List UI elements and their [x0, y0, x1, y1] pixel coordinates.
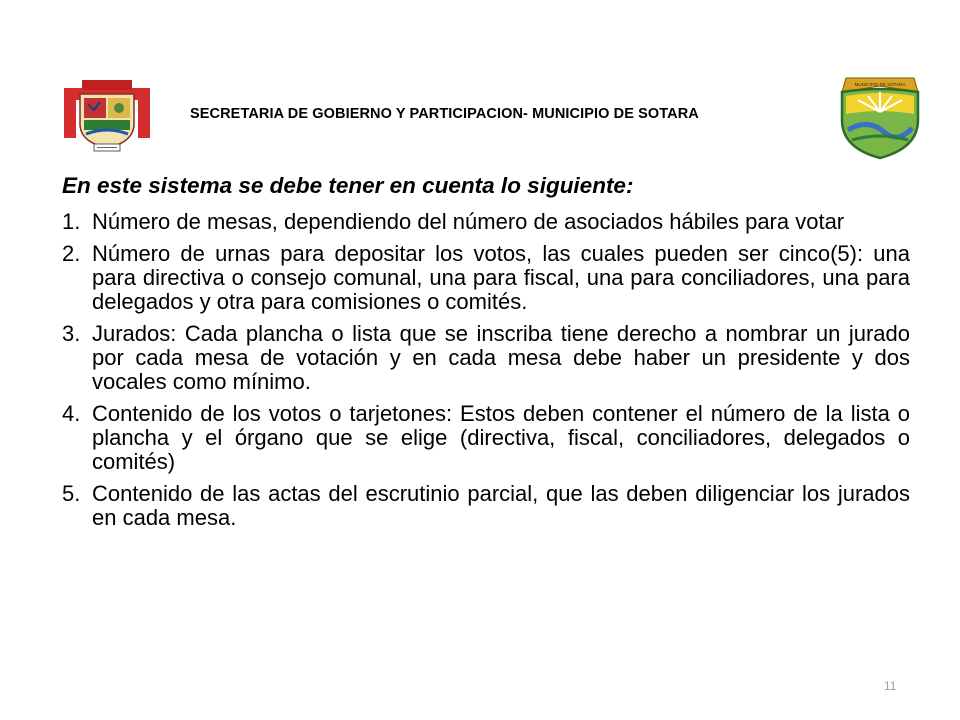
list-item-number: 5.	[62, 481, 81, 506]
list-item	[62, 402, 910, 474]
header-title: SECRETARIA DE GOBIERNO Y PARTICIPACION- MUNICIPIO DE SOTARA	[190, 106, 699, 122]
list-item-number: 4.	[62, 401, 81, 426]
list-item	[62, 210, 910, 234]
list-item	[62, 322, 910, 394]
seal-text: MUNICIPIO DE SOTARA	[854, 82, 906, 87]
numbered-list	[62, 210, 910, 530]
list-item-number: 2.	[62, 241, 81, 266]
municipio-sotara-seal-logo	[832, 72, 928, 160]
list-item-text: Número de urnas para depositar los votos, las cuales pueden ser cinco(5): una para directiva o consejo comunal, una para fiscal, una para conciliadores, una para delegados y otra para comisiones o comités.	[92, 241, 910, 314]
list-item-number: 3.	[62, 321, 81, 346]
list-item-text: Contenido de los votos o tarjetones: Estos deben contener el número de la lista o plancha y el órgano que se elige (directiva, fiscal, conciliadores, delegados o comités)	[92, 401, 910, 474]
intro-heading: En este sistema se debe tener en cuenta lo siguiente:	[62, 173, 634, 198]
page-number: 11	[884, 679, 897, 693]
list-item	[62, 482, 910, 530]
slide-content	[62, 172, 910, 538]
list-item-text: Número de mesas, dependiendo del número de asociados hábiles para votar	[92, 209, 845, 234]
list-item-text: Contenido de las actas del escrutinio parcial, que las deben diligenciar los jurados en cada mesa.	[92, 481, 910, 530]
coat-of-arms-left-logo	[62, 80, 152, 155]
list-item	[62, 242, 910, 314]
list-item-text: Jurados: Cada plancha o lista que se inscriba tiene derecho a nombrar un jurado por cada mesa de votación y en cada mesa debe haber un presidente y dos vocales como mínimo.	[92, 321, 910, 394]
list-item-number: 1.	[62, 209, 81, 234]
